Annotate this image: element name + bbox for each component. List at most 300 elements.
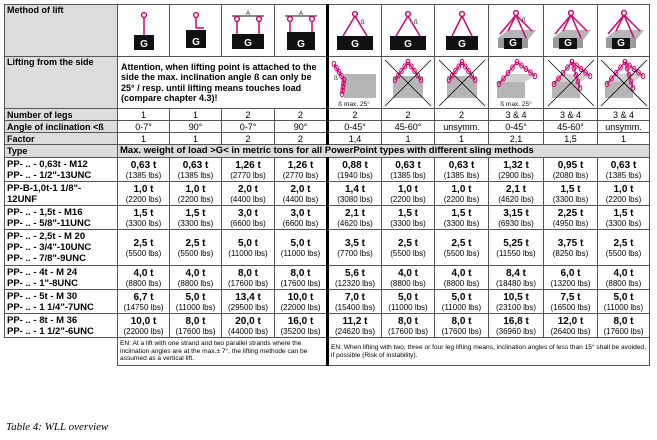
load-value-lbs: (2200 lbs) — [125, 194, 162, 204]
load-value: 2,5 t — [133, 237, 154, 249]
attention-text: Attention, when lifting point is attached to the side the max. inclination angle ß can only be 25° / resp. until lifting means touches load (compare chapter 4.3)! — [121, 61, 317, 103]
load-cell — [489, 290, 544, 314]
load-cell — [275, 158, 328, 182]
load-value-lbs: (3300 lbs) — [177, 218, 214, 228]
load-cell — [275, 182, 328, 206]
row-angle-of-inclination-label: Angle of inclination <ß — [5, 121, 118, 133]
load-value-lbs: (11000 lbs) — [228, 248, 268, 258]
load-value-lbs: (3300 lbs) — [443, 218, 480, 228]
load-value: 2,0 t — [237, 183, 258, 195]
row-number-of-legs-value: 1 — [118, 109, 170, 121]
svg-text:G: G — [616, 37, 625, 49]
method-cell-1 — [118, 5, 170, 57]
load-value-lbs: (7700 lbs) — [337, 248, 373, 258]
load-cell — [118, 182, 170, 206]
load-value-lbs: (5500 lbs) — [443, 248, 480, 258]
load-value: 11,2 t — [342, 315, 368, 327]
label-method-of-lift: Method of lift — [5, 5, 118, 57]
row-number-of-legs-value: 2 — [275, 109, 328, 121]
load-cell — [275, 314, 328, 338]
load-cell — [328, 266, 382, 290]
load-value-lbs: (3300 lbs) — [552, 194, 589, 204]
svg-text:G: G — [191, 36, 200, 48]
load-value: 1,4 t — [344, 183, 365, 195]
row-angle-of-inclination-value: 0-7° — [222, 121, 275, 133]
row-factor-value: 1,5 — [544, 133, 598, 145]
row-type-header — [5, 145, 650, 158]
row-factor-value: 1 — [170, 133, 222, 145]
load-value-lbs: (6600 lbs) — [230, 218, 266, 228]
load-value: 8,4 t — [505, 267, 526, 279]
load-cell — [598, 314, 650, 338]
load-value-lbs: (2080 lbs) — [552, 170, 589, 180]
row-angle-of-inclination-value: 0-45° — [328, 121, 382, 133]
side-cell-4 — [489, 57, 544, 109]
load-value-lbs: (44000 lbs) — [227, 326, 269, 336]
load-cell — [170, 314, 222, 338]
load-value-lbs: (23100 lbs) — [495, 302, 537, 312]
load-cell — [222, 230, 275, 266]
load-cell — [382, 290, 435, 314]
load-value-lbs: (8800 lbs) — [605, 278, 642, 288]
type-label: PP- .. - 2,5t - M 20 — [7, 231, 86, 242]
load-value-lbs: (6930 lbs) — [498, 218, 534, 228]
wll-table — [4, 4, 650, 366]
load-cell — [489, 158, 544, 182]
load-value-lbs: (29500 lbs) — [227, 302, 269, 312]
load-value-lbs: (2200 lbs) — [177, 194, 214, 204]
notes-spacer — [5, 338, 118, 366]
lift-method-diagram-3 — [224, 10, 272, 52]
load-value-lbs: (11000 lbs) — [603, 302, 644, 312]
row-number-of-legs-value: 3 & 4 — [544, 109, 598, 121]
load-value: 2,0 t — [290, 183, 311, 195]
load-value-lbs: (5500 lbs) — [605, 248, 642, 258]
side-lift-diagram-4 — [491, 58, 541, 108]
label-lifting-from-side: Lifting from the side — [5, 57, 118, 109]
load-value: 1,5 t — [613, 207, 634, 219]
load-value-lbs: (4620 lbs) — [498, 194, 534, 204]
row-factor-value: 2 — [222, 133, 275, 145]
load-value: 5,0 t — [185, 291, 206, 303]
row-number-of-legs-value: 3 & 4 — [489, 109, 544, 121]
load-value: 10,0 t — [287, 291, 314, 303]
svg-text:G: G — [404, 38, 412, 50]
load-value: 16,0 t — [287, 315, 314, 327]
type-label: PP- .. - 1,5t - M16 — [7, 206, 83, 218]
load-value: 3,75 t — [557, 237, 584, 249]
row-factor-value: 1 — [382, 133, 435, 145]
load-cell — [328, 230, 382, 266]
lift-method-diagram-6 — [384, 10, 432, 52]
load-value: 2,1 t — [505, 183, 526, 195]
load-value: 1,32 t — [503, 159, 529, 171]
type-label: PP- .. - 5/8"-11UNC — [7, 217, 91, 229]
load-value: 1,0 t — [185, 183, 206, 195]
load-value: 3,0 t — [290, 207, 311, 219]
load-value: 5,0 t — [613, 291, 634, 303]
load-cell — [170, 266, 222, 290]
table-row — [5, 206, 650, 230]
lift-method-diagram-10 — [600, 10, 648, 52]
load-cell — [489, 230, 544, 266]
load-cell — [598, 230, 650, 266]
load-value: 4,0 t — [185, 267, 206, 279]
row-angle-of-inclination-value: unsymm. — [435, 121, 489, 133]
load-value: 5,0 t — [290, 237, 311, 249]
side-lift-diagram-3 — [437, 58, 487, 108]
load-value: 1,0 t — [613, 183, 634, 195]
row-number-of-legs-label: Number of legs — [5, 109, 118, 121]
load-value: 5,0 t — [397, 291, 418, 303]
svg-text:G: G — [457, 38, 466, 50]
load-value-lbs: (2200 lbs) — [390, 194, 426, 204]
load-cell — [489, 314, 544, 338]
svg-text:G: G — [244, 37, 252, 49]
load-cell — [118, 314, 170, 338]
row-angle-of-inclination-value: unsymm. — [598, 121, 650, 133]
load-cell — [170, 230, 222, 266]
load-value-lbs: (2200 lbs) — [443, 194, 480, 204]
load-value: 0,95 t — [557, 159, 584, 171]
load-value: 1,26 t — [287, 159, 314, 171]
load-value-lbs: (8800 lbs) — [443, 278, 480, 288]
load-value-lbs: (11000 lbs) — [280, 248, 321, 258]
load-cell — [382, 266, 435, 290]
load-value: 3,15 t — [503, 207, 529, 219]
method-cell-3 — [222, 5, 275, 57]
load-cell — [489, 266, 544, 290]
method-cell-5 — [328, 5, 382, 57]
load-cell — [435, 290, 489, 314]
row-number-of-legs-value: 2 — [222, 109, 275, 121]
load-value-lbs: (4950 lbs) — [552, 218, 589, 228]
load-value: 2,1 t — [344, 207, 365, 219]
load-cell — [435, 182, 489, 206]
type-label: PP- .. - 0,63t - M12 — [7, 158, 88, 170]
load-value: 5,0 t — [451, 291, 472, 303]
row-number-of-legs-value: 2 — [435, 109, 489, 121]
side-cell-1 — [328, 57, 382, 109]
load-value-lbs: (4400 lbs) — [230, 194, 266, 204]
load-value-lbs: (1385 lbs) — [125, 170, 162, 180]
row-number-of-legs-value: 2 — [382, 109, 435, 121]
load-cell — [598, 290, 650, 314]
method-cell-4 — [275, 5, 328, 57]
load-cell — [435, 158, 489, 182]
load-value-lbs: (17600 lbs) — [227, 278, 269, 288]
type-label: PP- .. - 1"-8UNC — [7, 277, 79, 289]
load-value-lbs: (16500 lbs) — [550, 302, 591, 312]
load-cell — [489, 206, 544, 230]
load-value: 3,0 t — [237, 207, 258, 219]
type-label: PP- .. - 5t - M 30 — [7, 290, 78, 302]
row-angle-of-inclination-value: 45-60° — [544, 121, 598, 133]
load-cell — [598, 266, 650, 290]
load-value-lbs: (17600 lbs) — [280, 278, 321, 288]
load-value-lbs: (15400 lbs) — [334, 302, 376, 312]
side-lift-diagram-5 — [546, 58, 596, 108]
load-cell — [598, 206, 650, 230]
method-cell-7 — [435, 5, 489, 57]
load-cell — [544, 182, 598, 206]
load-value-lbs: (17600 lbs) — [175, 326, 216, 336]
load-cell — [544, 230, 598, 266]
load-value: 1,0 t — [133, 183, 154, 195]
load-value: 0,63 t — [130, 159, 157, 171]
load-value-lbs: (11000 lbs) — [175, 302, 216, 312]
load-value-lbs: (8800 lbs) — [125, 278, 162, 288]
type-cell — [5, 314, 118, 338]
load-value-lbs: (18480 lbs) — [495, 278, 537, 288]
load-value-lbs: (24620 lbs) — [334, 326, 376, 336]
load-value: 3,5 t — [344, 237, 365, 249]
load-value-lbs: (12320 lbs) — [334, 278, 376, 288]
row-number-of-legs-value: 2 — [328, 109, 382, 121]
load-cell — [222, 182, 275, 206]
load-cell — [435, 206, 489, 230]
load-value-lbs: (2900 lbs) — [498, 170, 534, 180]
load-value: 12,0 t — [557, 315, 584, 327]
load-value: 4,0 t — [397, 267, 418, 279]
table-row — [5, 290, 650, 314]
table-caption: Table 4: WLL overview — [6, 421, 109, 433]
load-value: 1,5 t — [560, 183, 581, 195]
load-cell — [382, 230, 435, 266]
load-value: 1,0 t — [451, 183, 472, 195]
load-value-lbs: (2770 lbs) — [282, 170, 319, 180]
load-cell — [222, 206, 275, 230]
load-value: 6,0 t — [560, 267, 581, 279]
load-value-lbs: (8250 lbs) — [552, 248, 589, 258]
load-value: 1,0 t — [397, 183, 418, 195]
type-label: PP- .. - 1/2"-13UNC — [7, 169, 92, 181]
load-value-lbs: (3080 lbs) — [337, 194, 373, 204]
row-number-of-legs — [5, 109, 650, 121]
svg-text:G: G — [563, 37, 572, 49]
header-title: Max. weight of load >G< in metric tons for all PowerPoint types with different sling methods — [118, 145, 650, 158]
load-value-lbs: (17600 lbs) — [441, 326, 482, 336]
table-row — [5, 158, 650, 182]
load-cell — [435, 230, 489, 266]
load-cell — [328, 158, 382, 182]
row-notes — [5, 338, 650, 366]
load-cell — [118, 266, 170, 290]
load-value-lbs: (11000 lbs) — [441, 302, 482, 312]
type-label: PP- .. - 7/8"-9UNC — [7, 253, 86, 264]
row-angle-of-inclination-value: 90° — [170, 121, 222, 133]
load-value-lbs: (35200 lbs) — [280, 326, 321, 336]
load-cell — [275, 290, 328, 314]
row-lifting-from-side — [5, 57, 650, 109]
load-cell — [435, 266, 489, 290]
load-value-lbs: (1385 lbs) — [390, 170, 426, 180]
load-value: 8,0 t — [613, 315, 634, 327]
load-value: 20,0 t — [235, 315, 261, 327]
load-cell — [170, 182, 222, 206]
label-type: Type — [5, 145, 118, 158]
attention-note — [118, 57, 328, 109]
load-cell — [489, 182, 544, 206]
row-angle-of-inclination-value: 90° — [275, 121, 328, 133]
load-value-lbs: (2200 lbs) — [605, 194, 642, 204]
side-lift-diagram-1 — [330, 58, 380, 108]
load-cell — [328, 314, 382, 338]
load-cell — [118, 230, 170, 266]
load-value-lbs: (22000 lbs) — [123, 326, 164, 336]
load-value-lbs: (5500 lbs) — [390, 248, 426, 258]
load-value: 2,5 t — [613, 237, 634, 249]
svg-text:ß: ß — [414, 19, 418, 26]
load-value: 8,0 t — [290, 267, 311, 279]
load-value: 5,0 t — [237, 237, 258, 249]
type-label: PP-B-1,0t-1 1/8"- — [7, 182, 82, 194]
load-value: 16,8 t — [503, 315, 529, 327]
load-value: 4,0 t — [451, 267, 472, 279]
side-cell-5 — [544, 57, 598, 109]
svg-text:ß max. 25°: ß max. 25° — [500, 100, 532, 108]
method-cell-10 — [598, 5, 650, 57]
load-cell — [382, 314, 435, 338]
load-value-lbs: (4400 lbs) — [282, 194, 319, 204]
load-value: 1,5 t — [397, 207, 418, 219]
load-value: 4,0 t — [613, 267, 634, 279]
load-cell — [598, 158, 650, 182]
load-value-lbs: (3300 lbs) — [605, 218, 642, 228]
load-cell — [598, 182, 650, 206]
load-value-lbs: (8800 lbs) — [390, 278, 426, 288]
side-lift-diagram-2 — [383, 58, 433, 108]
load-value: 7,5 t — [560, 291, 581, 303]
load-value: 2,5 t — [397, 237, 418, 249]
load-cell — [222, 314, 275, 338]
type-cell — [5, 158, 118, 182]
load-value-lbs: (4620 lbs) — [337, 218, 373, 228]
row-factor-value: 2,1 — [489, 133, 544, 145]
svg-text:ß: ß — [522, 17, 526, 24]
load-value: 5,6 t — [344, 267, 365, 279]
table-row — [5, 266, 650, 290]
load-value: 2,5 t — [185, 237, 206, 249]
load-cell — [328, 182, 382, 206]
load-cell — [544, 266, 598, 290]
load-value: 0,88 t — [342, 159, 368, 171]
load-value-lbs: (3300 lbs) — [125, 218, 162, 228]
load-value-lbs: (11000 lbs) — [388, 302, 428, 312]
load-value-lbs: (22000 lbs) — [280, 302, 321, 312]
load-cell — [544, 290, 598, 314]
load-value: 8,0 t — [237, 267, 258, 279]
load-cell — [328, 206, 382, 230]
table-row — [5, 314, 650, 338]
table-row — [5, 182, 650, 206]
note-left — [118, 338, 328, 366]
load-value: 10,5 t — [503, 291, 529, 303]
svg-text:G: G — [351, 38, 359, 50]
load-value-lbs: (14750 lbs) — [123, 302, 164, 312]
svg-text:A: A — [245, 10, 251, 17]
type-label: PP- .. - 4t - M 24 — [7, 266, 78, 278]
load-cell — [382, 158, 435, 182]
svg-text:A: A — [298, 10, 303, 17]
load-cell — [222, 266, 275, 290]
method-cell-8 — [489, 5, 544, 57]
load-value: 8,0 t — [397, 315, 418, 327]
svg-text:G: G — [139, 38, 148, 50]
svg-text:G: G — [296, 38, 305, 50]
lift-method-diagram-1 — [120, 10, 168, 52]
load-cell — [275, 230, 328, 266]
type-cell — [5, 182, 118, 206]
method-cell-9 — [544, 5, 598, 57]
load-value: 6,7 t — [133, 291, 154, 303]
lift-method-diagram-2 — [172, 10, 220, 52]
load-value: 10,0 t — [130, 315, 157, 327]
load-value-lbs: (26400 lbs) — [550, 326, 591, 336]
svg-text:ß max. 25°: ß max. 25° — [338, 100, 370, 108]
load-cell — [544, 158, 598, 182]
svg-text:ß: ß — [361, 19, 365, 26]
load-value-lbs: (1385 lbs) — [177, 170, 214, 180]
load-value-lbs: (17600 lbs) — [603, 326, 644, 336]
load-value: 1,5 t — [185, 207, 206, 219]
load-cell — [222, 290, 275, 314]
load-value: 8,0 t — [451, 315, 472, 327]
load-value-lbs: (1940 lbs) — [337, 170, 373, 180]
type-label: PP- .. - 1 1/4"-7UNC — [7, 301, 94, 313]
load-value-lbs: (3300 lbs) — [390, 218, 426, 228]
side-cell-6 — [598, 57, 650, 109]
type-label: PP- .. - 8t - M 36 — [7, 314, 78, 326]
row-angle-of-inclination-value: 0-7° — [118, 121, 170, 133]
method-cell-2 — [170, 5, 222, 57]
side-lift-diagram-5 — [599, 58, 649, 108]
type-cell — [5, 206, 118, 230]
side-cell-3 — [435, 57, 489, 109]
load-value: 7,0 t — [344, 291, 365, 303]
type-label: PP- .. - 1 1/2"-6UNC — [7, 325, 94, 337]
lift-method-diagram-5 — [331, 10, 379, 52]
note-right-text: EN: When lifting with two, three or four leg lifting means, inclination angles of less than 15° shall be avoided, if possible (Risk of instability). — [331, 343, 646, 359]
load-value: 1,5 t — [451, 207, 472, 219]
load-cell — [118, 290, 170, 314]
row-number-of-legs-value: 1 — [170, 109, 222, 121]
load-value: 0,63 t — [182, 159, 209, 171]
load-cell — [328, 290, 382, 314]
load-cell — [275, 206, 328, 230]
load-cell — [170, 290, 222, 314]
load-value-lbs: (5500 lbs) — [125, 248, 162, 258]
load-value-lbs: (2770 lbs) — [230, 170, 266, 180]
load-value: 0,63 t — [395, 159, 421, 171]
side-cell-2 — [382, 57, 435, 109]
svg-text:ß: ß — [334, 75, 338, 82]
load-cell — [382, 182, 435, 206]
row-factor-value: 1 — [118, 133, 170, 145]
load-value-lbs: (13200 lbs) — [550, 278, 591, 288]
row-factor-value: 2 — [275, 133, 328, 145]
row-angle-of-inclination — [5, 121, 650, 133]
row-factor-value: 1 — [435, 133, 489, 145]
load-value-lbs: (6600 lbs) — [282, 218, 319, 228]
row-angle-of-inclination-value: 45-60° — [382, 121, 435, 133]
load-cell — [275, 266, 328, 290]
load-value: 1,26 t — [235, 159, 261, 171]
load-value: 0,63 t — [448, 159, 475, 171]
lift-method-diagram-4 — [277, 10, 325, 52]
load-cell — [382, 206, 435, 230]
row-factor-value: 1 — [598, 133, 650, 145]
